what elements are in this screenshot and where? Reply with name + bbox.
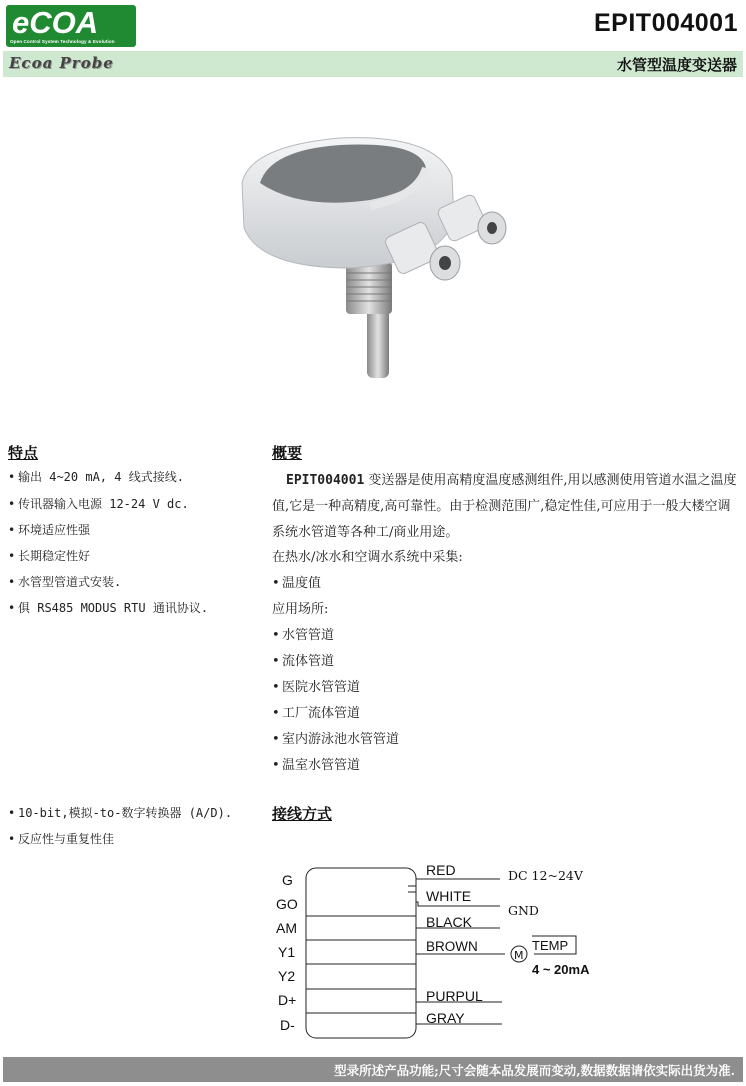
wire-label: WHITE bbox=[426, 888, 472, 904]
terminal-label: AM bbox=[276, 920, 297, 936]
footer-bar bbox=[3, 1057, 743, 1082]
wire-label: BLACK bbox=[426, 914, 472, 930]
product-image bbox=[230, 128, 520, 388]
terminal-label: Y2 bbox=[278, 968, 296, 984]
feature-item: • 长期稳定性好 bbox=[8, 549, 91, 563]
feature-item: • 水管型管道式安装. bbox=[8, 575, 122, 589]
temp-label: TEMP bbox=[532, 938, 569, 953]
series-name: Ecoa Probe bbox=[9, 54, 114, 72]
terminal-label: D+ bbox=[278, 992, 297, 1008]
signal-label: 4 ~ 20mA bbox=[532, 962, 590, 977]
wire-label: RED bbox=[426, 862, 456, 878]
usage-item: • 医院水管管道 bbox=[272, 680, 361, 695]
overview-paragraph: EPIT004001 变送器是使用高精度温度感测组件,用以感测使用管道水温之温度值,它是一种高精度,高可靠性。由于检测范围广,稳定性佳,可应用于一般大楼空调系统水管道等各种工/商业用途。 bbox=[272, 473, 737, 540]
usage-item: • 温室水管管道 bbox=[272, 758, 361, 773]
meter-symbol: M bbox=[514, 949, 524, 962]
feature-item: • 反应性与重复性佳 bbox=[8, 832, 115, 846]
wiring-title: 接线方式 bbox=[272, 805, 333, 823]
feature-item: • 输出 4~20 mA, 4 线式接线. bbox=[8, 470, 184, 484]
terminal-label: Y1 bbox=[278, 944, 296, 960]
feature-item: • 环境适应性强 bbox=[8, 523, 91, 537]
footer-note: 型录所述产品功能;尺寸会随本品发展而变动,数据数据请依实际出货为准. bbox=[334, 1063, 735, 1078]
title-band bbox=[3, 51, 743, 77]
ecoa-logo bbox=[6, 5, 136, 47]
wire-label: GRAY bbox=[426, 1010, 465, 1026]
feature-item: • 10-bit,模拟-to-数字转换器 (A/D). bbox=[8, 806, 233, 820]
terminal-label: G bbox=[282, 872, 293, 888]
model-number: EPIT004001 bbox=[594, 9, 738, 37]
overview-title: 概要 bbox=[272, 444, 303, 462]
terminal-label: GO bbox=[276, 896, 298, 912]
wire-label: BROWN bbox=[426, 939, 478, 954]
wiring-diagram bbox=[270, 856, 620, 1046]
usage-item: • 室内游泳池水管管道 bbox=[272, 732, 400, 747]
logo-text: eCOA bbox=[12, 5, 99, 40]
collect-item: • 温度值 bbox=[272, 576, 322, 591]
feature-item: • 传讯器输入电源 12-24 V dc. bbox=[8, 497, 189, 511]
usage-item: • 水管管道 bbox=[272, 628, 335, 643]
wire-label: PURPUL bbox=[426, 988, 483, 1004]
product-name: 水管型温度变送器 bbox=[616, 56, 737, 74]
features-title: 特点 bbox=[8, 444, 39, 462]
usage-item: • 工厂流体管道 bbox=[272, 706, 361, 721]
feature-item: • 俱 RS485 MODUS RTU 通讯协议. bbox=[8, 601, 209, 615]
logo-tagline: Open Control System Technology & Evolution bbox=[10, 39, 115, 44]
gnd-label: GND bbox=[508, 903, 539, 918]
terminal-label: D- bbox=[280, 1017, 295, 1033]
collect-label: 在热水/冰水和空调水系统中采集: bbox=[272, 550, 463, 565]
usage-item: • 流体管道 bbox=[272, 654, 335, 669]
usage-label: 应用场所: bbox=[272, 602, 329, 617]
power-label: DC 12~24V bbox=[508, 868, 583, 883]
